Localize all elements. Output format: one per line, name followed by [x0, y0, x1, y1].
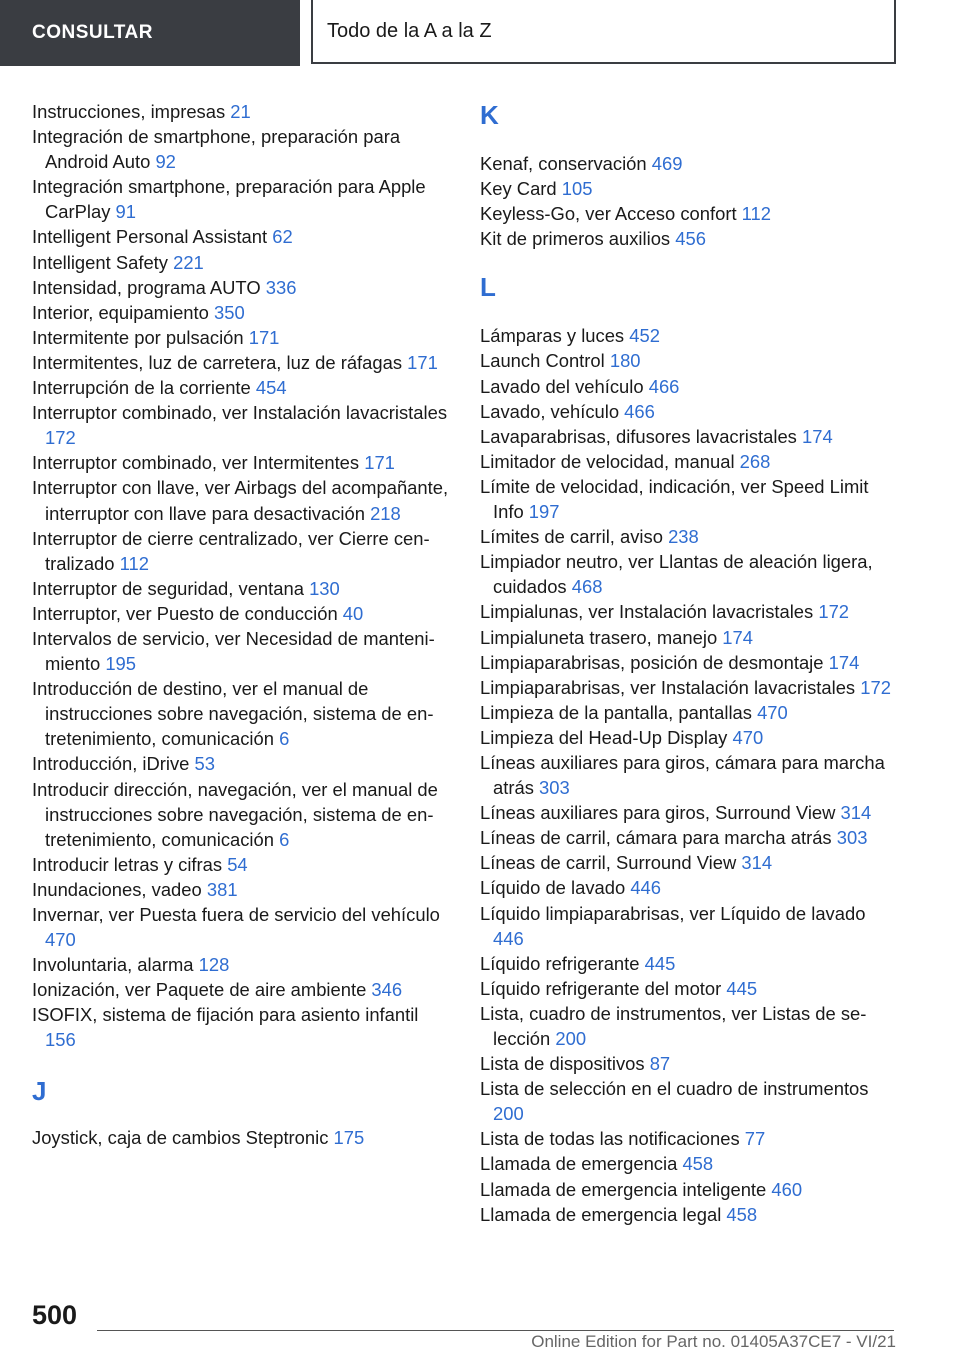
- page-reference-link[interactable]: 171: [248, 326, 280, 348]
- index-list-l: [480, 323, 900, 1226]
- index-entry-term: Lavado del vehículo: [480, 375, 649, 397]
- page-reference-link[interactable]: 87: [649, 1053, 671, 1075]
- index-entry: [32, 676, 452, 751]
- index-entry-term: Limpieza de la pantalla, pantallas: [480, 701, 758, 723]
- index-entry: [480, 474, 900, 524]
- index-entry: [480, 524, 900, 549]
- page-reference-link[interactable]: 218: [370, 502, 401, 524]
- index-entry: [480, 1151, 900, 1176]
- page-reference-link[interactable]: 171: [407, 351, 438, 373]
- page-reference-link[interactable]: 468: [571, 576, 603, 598]
- index-entry: [32, 526, 452, 576]
- footer-divider: [97, 1330, 894, 1331]
- page-reference-link[interactable]: 466: [648, 375, 680, 397]
- index-entry-term: Intermitentes, luz de carretera, luz de ráfagas: [32, 351, 408, 373]
- page-reference-link[interactable]: 53: [194, 753, 215, 775]
- index-entry: [32, 400, 452, 450]
- index-entry: [32, 475, 452, 525]
- page-reference-link[interactable]: 92: [155, 151, 176, 173]
- index-entry-term: Ionización, ver Paquete de aire ambiente: [32, 979, 372, 1001]
- index-column-left: [32, 99, 452, 1150]
- index-entry: [480, 901, 900, 951]
- page-reference-link[interactable]: 469: [651, 153, 683, 174]
- page-reference-link[interactable]: 350: [213, 301, 245, 323]
- index-entry-term: Integración de smartphone, preparación para Android Auto: [32, 126, 401, 173]
- page-header: [0, 0, 960, 68]
- page-reference-link[interactable]: 62: [272, 226, 293, 248]
- page-reference-link[interactable]: 6: [279, 728, 290, 750]
- index-entry-term: Intermitente por pulsación: [32, 326, 249, 348]
- index-entry: [32, 250, 452, 275]
- index-entry-term: Llamada de emergencia legal: [480, 1203, 727, 1225]
- index-entry-term: Líneas de carril, Surround View: [480, 852, 742, 874]
- index-entry: [480, 176, 900, 201]
- index-entry: [480, 424, 900, 449]
- index-entry-term: Interior, equipamiento: [32, 301, 214, 323]
- index-entry-term: Límites de carril, aviso: [480, 526, 669, 548]
- index-entry-term: Líquido refrigerante: [480, 952, 645, 974]
- page-reference-link[interactable]: 470: [732, 726, 764, 748]
- index-entry-term: Lista de dispositivos: [480, 1053, 650, 1075]
- index-entry: [480, 650, 900, 675]
- index-entry-term: Introducción, iDrive: [32, 753, 195, 775]
- index-entry: [480, 875, 900, 900]
- index-entry-term: Lista, cuadro de instrumentos, ver Listas de selección: [480, 1002, 867, 1049]
- index-entry: [480, 675, 900, 700]
- index-entry: [480, 850, 900, 875]
- page-reference-link[interactable]: 466: [624, 400, 655, 422]
- index-entry-term: Introducir dirección, navegación, ver el manual de instrucciones sobre navegación, sistema de entretenimiento, comunicación: [32, 778, 438, 850]
- index-entry: [32, 300, 452, 325]
- page-reference-link[interactable]: 314: [741, 852, 773, 874]
- page-reference-link[interactable]: 156: [45, 1029, 76, 1051]
- index-entry: [480, 449, 900, 474]
- index-entry-term: Líquido refrigerante del motor: [480, 977, 727, 999]
- page-reference-link[interactable]: 200: [493, 1103, 524, 1125]
- page-reference-link[interactable]: 195: [105, 653, 136, 675]
- page-reference-link[interactable]: 175: [333, 1126, 365, 1148]
- index-entry-term: Involuntaria, alarma: [32, 954, 199, 976]
- index-entry-term: Integración smartphone, preparación para Apple CarPlay: [32, 176, 426, 223]
- index-entry: [480, 226, 900, 251]
- index-entry: [480, 1177, 900, 1202]
- page-reference-link[interactable]: 77: [744, 1128, 766, 1150]
- index-entry-term: Kit de primeros auxilios: [480, 228, 676, 250]
- index-entry-term: Intervalos de servicio, ver Necesidad de mantenimiento: [32, 627, 435, 675]
- index-entry-term: Interruptor combinado, ver Instalación lavacristales: [32, 402, 448, 424]
- index-entry: [32, 325, 452, 350]
- page-reference-link[interactable]: 174: [802, 425, 833, 447]
- index-entry-term: Interruptor con llave, ver Airbags del acompañante, interruptor con llave para desactivación: [32, 477, 449, 524]
- index-entry-term: Lámparas y luces: [480, 325, 630, 347]
- index-entry-term: Lavaparabrisas, difusores lavacristales: [480, 425, 802, 447]
- index-entry-term: Lista de todas las notificaciones: [480, 1128, 745, 1150]
- page-reference-link[interactable]: 197: [528, 501, 560, 523]
- index-entry-term: Intensidad, programa AUTO: [32, 276, 266, 298]
- index-entry: [32, 124, 452, 174]
- index-entry-term: Introducción de destino, ver el manual de instrucciones sobre navegación, sistema de entretenimiento, comunicación: [32, 678, 434, 750]
- page-reference-link[interactable]: 130: [309, 577, 340, 599]
- index-entry: [480, 1076, 900, 1126]
- page-reference-link[interactable]: 454: [255, 377, 287, 399]
- page-reference-link[interactable]: 21: [230, 101, 251, 122]
- index-entry: [32, 601, 452, 626]
- index-entry-term: Joystick, caja de cambios Steptronic: [32, 1126, 334, 1148]
- index-entry-term: Inundaciones, vadeo: [32, 878, 207, 900]
- index-entry: [480, 1051, 900, 1076]
- page-reference-link[interactable]: 174: [828, 651, 860, 673]
- page-reference-link[interactable]: 458: [682, 1153, 714, 1175]
- page-reference-link[interactable]: 445: [726, 977, 758, 999]
- index-entry: [480, 750, 900, 800]
- index-entry-term: Limpialunas, ver Instalación lavacristales: [480, 601, 819, 623]
- index-entry: [32, 626, 452, 676]
- index-entry-term: Líquido de lavado: [480, 877, 631, 899]
- section-label: CONSULTAR: [32, 22, 153, 43]
- index-entry: [32, 174, 452, 224]
- index-column-right: [480, 99, 900, 1227]
- index-entry-term: Llamada de emergencia inteligente: [480, 1178, 772, 1200]
- index-entry-term: Limpiaparabrisas, posición de desmontaje: [480, 651, 829, 673]
- page-reference-link[interactable]: 470: [757, 701, 788, 723]
- index-list-i: [32, 99, 452, 1053]
- page-reference-link[interactable]: 171: [364, 452, 395, 474]
- index-entry-term: Llamada de emergencia: [480, 1153, 683, 1175]
- index-entry-term: Interruptor de cierre centralizado, ver Cierre centralizado: [32, 527, 430, 574]
- index-entry: [32, 777, 452, 852]
- index-list-j: [32, 1125, 452, 1150]
- index-entry: [32, 952, 452, 977]
- page-reference-link[interactable]: 381: [206, 878, 238, 900]
- index-entry-term: Líneas auxiliares para giros, cámara para marcha atrás: [480, 751, 885, 799]
- index-entry-term: Limpiaparabrisas, ver Instalación lavacristales: [480, 676, 861, 698]
- page-reference-link[interactable]: 336: [265, 276, 297, 298]
- index-entry: [32, 576, 452, 601]
- index-entry-term: Launch Control: [480, 350, 610, 372]
- index-entry-term: Lavado, vehículo: [480, 400, 625, 422]
- page-reference-link[interactable]: 446: [630, 877, 662, 899]
- page-reference-link[interactable]: 456: [675, 228, 706, 250]
- index-entry: [480, 599, 900, 624]
- index-entry-term: Instrucciones, impresas: [32, 101, 231, 122]
- page-reference-link[interactable]: 303: [836, 827, 868, 849]
- page-reference-link[interactable]: 200: [555, 1028, 587, 1049]
- index-entry: [480, 800, 900, 825]
- index-entry: [32, 902, 452, 952]
- index-entry: [32, 375, 452, 400]
- page-reference-link[interactable]: 458: [726, 1203, 758, 1225]
- index-entry-term: Interruptor, ver Puesto de conducción: [32, 602, 343, 624]
- page-reference-link[interactable]: 452: [629, 325, 660, 347]
- letter-heading-l: L: [480, 272, 496, 303]
- page-reference-link[interactable]: 346: [371, 979, 403, 1001]
- page-reference-link[interactable]: 460: [771, 1178, 803, 1200]
- page-reference-link[interactable]: 446: [493, 927, 524, 949]
- index-entry: [32, 877, 452, 902]
- index-entry: [480, 549, 900, 599]
- page-reference-link[interactable]: 470: [45, 929, 76, 951]
- letter-heading-k: K: [480, 100, 499, 130]
- index-entry-term: Limitador de velocidad, manual: [480, 450, 740, 472]
- page-reference-link[interactable]: 128: [198, 954, 230, 976]
- index-entry-term: Limpialuneta trasero, manejo: [480, 626, 723, 648]
- page-reference-link[interactable]: 221: [173, 251, 204, 273]
- index-entry: [480, 399, 900, 424]
- index-entry: [480, 1202, 900, 1227]
- index-entry: [480, 201, 900, 226]
- index-entry: [480, 951, 900, 976]
- page-reference-link[interactable]: 54: [227, 853, 248, 875]
- index-entry: [32, 1125, 452, 1150]
- index-entry-term: Limpieza del Head-Up Display: [480, 726, 733, 748]
- index-entry: [32, 977, 452, 1002]
- index-entry: [32, 224, 452, 249]
- index-entry-term: ISOFIX, sistema de fijación para asiento infantil: [32, 1004, 419, 1026]
- index-entry: [32, 99, 452, 124]
- index-entry: [32, 1002, 452, 1052]
- page-reference-link[interactable]: 445: [644, 952, 676, 974]
- index-entry: [480, 1001, 900, 1051]
- index-entry-term: Líquido limpiaparabrisas, ver Líquido de lavado: [480, 902, 866, 924]
- index-entry-term: Invernar, ver Puesta fuera de servicio del vehículo: [32, 904, 440, 925]
- page-reference-link[interactable]: 180: [609, 350, 641, 372]
- index-entry-term: Intelligent Personal Assistant: [32, 226, 273, 248]
- index-entry: [480, 725, 900, 750]
- page-reference-link[interactable]: 172: [860, 676, 891, 698]
- index-entry: [480, 625, 900, 650]
- index-entry-term: Interrupción de la corriente: [32, 377, 256, 399]
- index-entry: [480, 700, 900, 725]
- page-reference-link[interactable]: 174: [722, 626, 753, 648]
- index-entry-term: Líneas de carril, cámara para marcha atrás: [480, 827, 837, 849]
- index-entry: [32, 751, 452, 776]
- index-entry: [32, 450, 452, 475]
- chapter-title: Todo de la A a la Z: [327, 19, 492, 42]
- page-reference-link[interactable]: 314: [840, 802, 872, 824]
- page-reference-link[interactable]: 303: [539, 777, 570, 799]
- letter-heading-j: J: [32, 1075, 47, 1106]
- page-reference-link[interactable]: 40: [342, 602, 364, 624]
- section-tab: [0, 0, 300, 66]
- page-reference-link[interactable]: 112: [119, 552, 149, 574]
- index-entry: [32, 852, 452, 877]
- page-reference-link[interactable]: 105: [561, 178, 593, 200]
- index-entry-term: Lista de selección en el cuadro de instrumentos: [480, 1078, 869, 1100]
- index-entry: [480, 151, 900, 176]
- footer-edition: Online Edition for Part no. 01405A37CE7 - VI/21: [531, 1332, 896, 1351]
- index-entry: [32, 275, 452, 300]
- index-entry: [32, 350, 452, 375]
- page-reference-link[interactable]: 172: [45, 427, 76, 449]
- index-list-k: [480, 151, 900, 251]
- index-entry: [480, 976, 900, 1001]
- index-entry-term: Intelligent Safety: [32, 251, 174, 273]
- index-entry-term: Interruptor combinado, ver Intermitentes: [32, 452, 365, 474]
- index-entry: [480, 348, 900, 373]
- index-entry: [480, 323, 900, 348]
- index-entry-term: Keyless-Go, ver Acceso confort: [480, 203, 742, 225]
- chapter-title-box: [311, 0, 896, 64]
- index-entry: [480, 1126, 900, 1151]
- page-number: 500: [32, 1300, 78, 1330]
- index-entry-term: Límite de velocidad, indicación, ver Speed Limit Info: [480, 475, 869, 523]
- page-reference-link[interactable]: 268: [739, 450, 771, 472]
- index-entry-term: Interruptor de seguridad, ventana: [32, 577, 310, 599]
- page-reference-link[interactable]: 91: [115, 201, 136, 223]
- page-reference-link[interactable]: 112: [741, 203, 771, 225]
- page-reference-link[interactable]: 172: [818, 601, 850, 623]
- page-reference-link[interactable]: 238: [668, 526, 699, 548]
- index-entry: [480, 825, 900, 850]
- page-reference-link[interactable]: 6: [279, 828, 290, 850]
- index-entry-term: Limpiador neutro, ver Llantas de aleación ligera, cuidados: [480, 551, 873, 598]
- index-entry: [480, 374, 900, 399]
- index-entry-term: Kenaf, conservación: [480, 153, 652, 174]
- index-entry-term: Líneas auxiliares para giros, Surround View: [480, 802, 841, 824]
- index-entry-term: Introducir letras y cifras: [32, 853, 228, 875]
- index-entry-term: Key Card: [480, 178, 562, 200]
